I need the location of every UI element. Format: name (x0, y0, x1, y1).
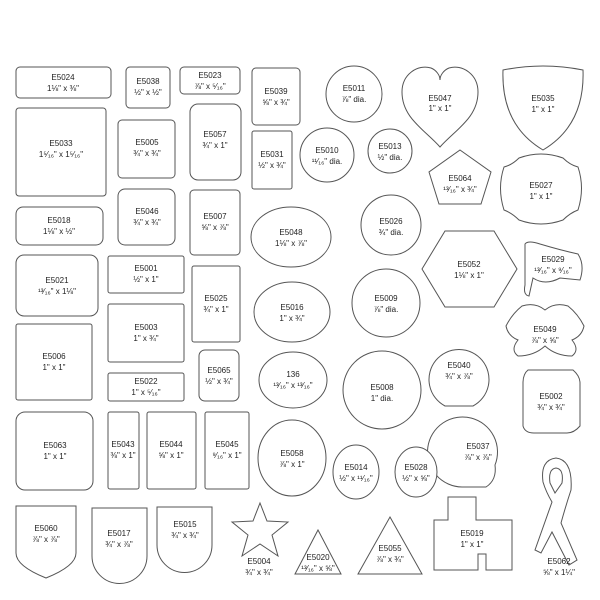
tag-code: E5021 (45, 276, 69, 285)
tag-e5022 (108, 373, 184, 401)
tag-e5043 (108, 412, 139, 489)
tag-code: E5025 (204, 294, 228, 303)
tag-size: ¾" x ⅞" (445, 372, 473, 381)
tag-e5064 (429, 150, 491, 204)
tag-size: 1" x 1" (43, 452, 67, 461)
tag-e5001 (108, 256, 184, 293)
tag-code: E5002 (539, 392, 563, 401)
tag-e5013 (368, 129, 412, 173)
tag-code: E5063 (43, 441, 67, 450)
tag-size: ½" x ¾" (205, 377, 233, 386)
tag-e5011 (326, 66, 382, 122)
tag-size: 1" x 1" (460, 540, 484, 549)
tag-e5038 (126, 67, 170, 108)
tag-code: E5037 (466, 442, 490, 451)
tag-size: ¾" x ¾" (537, 403, 565, 412)
tag-size: ⅝" x ⅞" (201, 223, 229, 232)
tag-e5006 (16, 324, 92, 400)
tag-e5014 (333, 445, 379, 499)
tag-size: ⅞" x ⁵⁄₁₆" (194, 82, 226, 91)
tag-code: E5024 (51, 73, 75, 82)
tag-e5023 (180, 67, 240, 94)
tag-code: E5047 (428, 94, 452, 103)
tag-code: E5046 (135, 207, 159, 216)
tag-e5039 (252, 68, 300, 125)
tag-size: ⅞" x ⅝" (531, 336, 559, 345)
tag-code: E5022 (134, 377, 158, 386)
tag-code: E5062 (547, 557, 571, 566)
tag-code: E5004 (247, 557, 271, 566)
tag-code: E5027 (529, 181, 553, 190)
tag-e5052 (422, 231, 517, 307)
tag-e5008 (343, 351, 421, 429)
tag-e5046 (118, 189, 175, 245)
tag-e5025 (192, 266, 240, 342)
tag-code: E5048 (279, 228, 303, 237)
tag-size: ½" x ⅝" (402, 474, 430, 483)
tag-code: E5055 (378, 544, 402, 553)
tag-size: ¾" x ⅞" (105, 540, 133, 549)
tag-e5021 (16, 255, 98, 316)
tag-size: 1⅛" x 1" (454, 271, 484, 280)
tag-code: E5052 (457, 260, 481, 269)
tag-size: ½" x ¾" (258, 161, 286, 170)
tag-size: ¹³⁄₁₆" x ⁹⁄₁₆" (534, 266, 572, 275)
tag-size: ½" dia. (377, 153, 403, 162)
tag-e5020 (295, 530, 341, 574)
tag-e5018 (16, 207, 103, 245)
tag-size: 1" x 1" (42, 363, 66, 372)
tag-e5060 (16, 506, 76, 578)
tag-size: ¹³⁄₁₆" x ⅝" (301, 564, 335, 573)
tag-e5035 (503, 66, 583, 150)
tag-code: E5043 (111, 440, 135, 449)
tag-size: 1" x ¾" (133, 334, 159, 343)
tag-size: ⅞" dia. (341, 95, 367, 104)
tag-code: E5023 (198, 71, 222, 80)
tag-size: 1" x 1" (529, 192, 553, 201)
tag-e5045 (205, 412, 249, 489)
tag-code: E5013 (378, 142, 402, 151)
tag-code: E5033 (49, 139, 73, 148)
tag-e5017 (92, 508, 147, 583)
tag-136 (259, 352, 327, 408)
tag-e5010 (300, 128, 354, 182)
tag-code: E5057 (203, 130, 227, 139)
tag-code: E5040 (447, 361, 471, 370)
tag-e5044 (147, 412, 196, 489)
tag-code: E5044 (159, 440, 183, 449)
tag-code: E5003 (134, 323, 158, 332)
tag-code: E5035 (531, 94, 555, 103)
tag-size: 1⁵⁄₁₆" x 1⁵⁄₁₆" (38, 150, 84, 159)
tag-size: ½" x ¹¹⁄₁₆" (339, 474, 373, 483)
tag-code: E5001 (134, 264, 158, 273)
tag-code: E5019 (460, 529, 484, 538)
tag-size: 1" x 1" (531, 105, 555, 114)
tag-size: 1" dia. (370, 394, 394, 403)
tag-size: ¹³⁄₁₆" x 1⅛" (38, 287, 76, 296)
tag-e5003 (108, 304, 184, 362)
tag-e5031 (252, 131, 292, 189)
tag-code: E5015 (173, 520, 197, 529)
tag-size: ⅜" x 1" (110, 451, 136, 460)
tag-e5019 (434, 497, 512, 570)
tag-size: ½" x 1" (133, 275, 159, 284)
tag-size: ¹¹⁄₁₆" dia. (311, 157, 343, 166)
tag-code: E5005 (135, 138, 159, 147)
tag-e5065 (199, 350, 239, 401)
tag-e5029 (525, 242, 583, 296)
tag-code: E5007 (203, 212, 227, 221)
tag-code: E5039 (264, 87, 288, 96)
tag-e5063 (16, 412, 93, 490)
tag-size: 1" x ⁵⁄₁₆" (131, 388, 161, 397)
tag-size: ⅞" x ⅞" (464, 453, 492, 462)
tag-code: E5045 (215, 440, 239, 449)
tag-e5033 (16, 108, 106, 196)
tag-code: E5017 (107, 529, 131, 538)
tag-size: ⅞" dia. (373, 305, 399, 314)
tag-code: E5049 (533, 325, 557, 334)
tag-size: 1⅛" x ⅜" (47, 84, 79, 93)
tag-size: ¹³⁄₁₆" x ¹³⁄₁₆" (273, 381, 313, 390)
tag-size: 1⅛" x ½" (43, 227, 75, 236)
tag-code: E5029 (541, 255, 565, 264)
tag-e5048 (251, 207, 331, 267)
tag-e5058 (258, 420, 326, 496)
tag-e5040 (429, 349, 489, 406)
tag-size: ⅞" x ¾" (376, 555, 404, 564)
tag-code: E5058 (280, 449, 304, 458)
tag-code: E5011 (342, 84, 366, 93)
tag-e5027 (501, 154, 582, 224)
tag-code: E5031 (260, 150, 284, 159)
tag-e5062 (535, 458, 577, 577)
tag-e5057 (190, 104, 241, 180)
tag-code: E5009 (374, 294, 398, 303)
tag-code: E5006 (42, 352, 66, 361)
tag-e5005 (118, 120, 175, 178)
tag-code: 136 (286, 370, 300, 379)
tag-code: E5018 (47, 216, 71, 225)
tag-size: ⅞" x 1" (279, 460, 305, 469)
tag-code: E5014 (344, 463, 368, 472)
tag-e5049 (506, 305, 584, 356)
tag-size: ¾" x 1" (202, 141, 228, 150)
tag-size: 1" x ¾" (279, 314, 305, 323)
tag-size: ⅞" x ⅞" (32, 535, 60, 544)
tag-e5004 (232, 503, 288, 577)
tag-e5009 (352, 269, 420, 337)
tag-size: ¾" x ¾" (133, 149, 161, 158)
tag-e5007 (190, 190, 240, 255)
tag-size: ¾" x 1" (203, 305, 229, 314)
tag-size: ¾" x ¾" (245, 568, 273, 577)
tag-size: ⅝" x 1" (158, 451, 184, 460)
tag-e5026 (361, 195, 421, 255)
tag-code: E5060 (34, 524, 58, 533)
tag-code: E5065 (207, 366, 231, 375)
tag-size: 1" x 1" (428, 104, 452, 113)
tag-code: E5016 (280, 303, 304, 312)
tag-size: ⁹⁄₁₆" x 1" (212, 451, 242, 460)
tag-size: ¹³⁄₁₆" x ¾" (443, 185, 477, 194)
tag-size: ¾" x ¾" (171, 531, 199, 540)
tag-size: ½" x ½" (134, 88, 162, 97)
tag-code: E5008 (370, 383, 394, 392)
tag-size: ¾" dia. (378, 228, 404, 237)
tag-size: ⅝" x 1¼" (543, 568, 575, 577)
tag-code: E5028 (404, 463, 428, 472)
tag-code: E5064 (448, 174, 472, 183)
tag-e5055 (358, 517, 422, 574)
tag-e5047 (402, 67, 478, 147)
tag-code: E5026 (379, 217, 403, 226)
tag-e5016 (254, 282, 330, 342)
tag-e5015 (157, 507, 212, 573)
tag-e5002 (523, 370, 580, 433)
tag-code: E5010 (315, 146, 339, 155)
tag-e5028 (395, 447, 437, 497)
tag-e5024 (16, 67, 111, 98)
tag-size: ¾" x ¾" (133, 218, 161, 227)
tag-code: E5020 (306, 553, 330, 562)
tag-size: 1⅛" x ⅞" (275, 239, 307, 248)
tag-size: ⅝" x ¾" (262, 98, 290, 107)
tag-e5037 (428, 417, 498, 487)
tag-code: E5038 (136, 77, 160, 86)
